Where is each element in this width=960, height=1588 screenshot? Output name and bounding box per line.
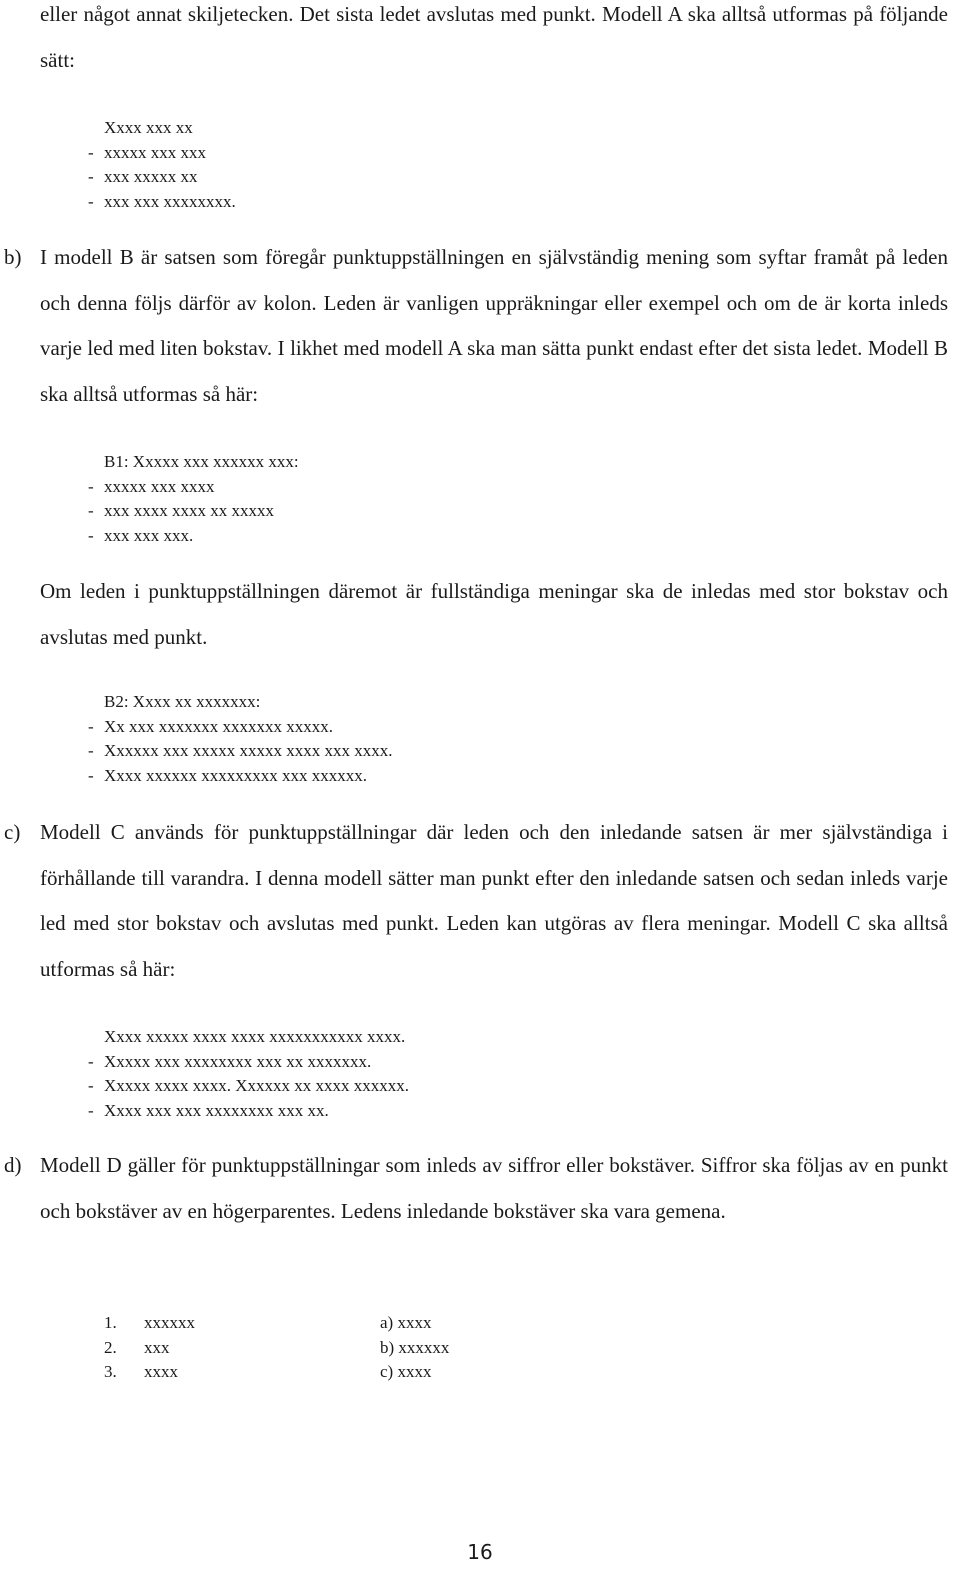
example-row: 3. xxxx c) xxxx xyxy=(104,1362,432,1381)
example-model-a xyxy=(88,116,236,214)
example-item: - xxx xxx xxxxxxxx. xyxy=(88,191,236,211)
example-model-b2 xyxy=(88,690,393,788)
example-model-b1 xyxy=(88,450,299,548)
example-item: - xxx xxx xxx. xyxy=(88,525,194,545)
example-item: - xxxxx xxx xxx xyxy=(88,142,206,162)
example-item: - Xxxxx xxx xxxxxxxx xxx xx xxxxxxx. xyxy=(88,1051,372,1071)
page-number: 16 xyxy=(467,1540,493,1564)
example-row: 2. xxx b) xxxxxx xyxy=(104,1337,450,1357)
paragraph-intro: eller något annat skiljetecken. Det sista ledet avslutas med punkt. Modell A ska alltså utformas på följande sätt: xyxy=(40,2,948,72)
list-marker-b: b) xyxy=(4,245,22,269)
example-model-c xyxy=(88,1025,410,1123)
example-item: - xxxxx xxx xxxx xyxy=(88,476,215,496)
list-marker-d: d) xyxy=(4,1153,22,1177)
example-item: - xxx xxxxx xx xyxy=(88,167,198,186)
list-marker-c: c) xyxy=(4,820,21,844)
example-item: - Xxxxx xxxx xxxx. Xxxxxx xx xxxx xxxxxx. xyxy=(88,1076,410,1095)
example-lead: B2: Xxxx xx xxxxxxx: xyxy=(104,692,261,711)
example-item: - Xxxx xxxxxx xxxxxxxxx xxx xxxxxx. xyxy=(88,765,368,785)
example-model-d xyxy=(104,1311,449,1385)
example-lead: Xxxx xxxxx xxxx xxxx xxxxxxxxxxx xxxx. xyxy=(104,1027,406,1046)
paragraph-full-sentences: Om leden i punktuppställningen däremot är fullständiga meningar ska de inledas med stor bokstav och avslutas med punkt. xyxy=(40,579,948,649)
list-item-d-text: Modell D gäller för punktuppställningar som inleds av siffror eller bokstäver. Siffror ska följas av en punkt och bokstäver av en högerparentes. Ledens inledande bokstäver ska vara gemena. xyxy=(40,1153,948,1223)
example-lead: Xxxx xxx xx xyxy=(104,118,193,137)
example-item: - Xx xxx xxxxxxx xxxxxxx xxxxx. xyxy=(88,716,334,736)
list-item-c-text: Modell C används för punktuppställningar där leden och den inledande satsen är mer självständiga i förhållande till varandra. I denna modell sätter man punkt efter den inledande satsen och sedan inleds varje led med stor bokstav och avslutas med punkt. Leden kan utgöras av flera meningar. Modell C ska alltså utformas så här: xyxy=(40,820,948,981)
example-row: 1. xxxxxx a) xxxx xyxy=(104,1313,432,1332)
example-item: - Xxxx xxx xxx xxxxxxxx xxx xx. xyxy=(88,1100,329,1120)
example-item: - Xxxxxx xxx xxxxx xxxxx xxxx xxx xxxx. xyxy=(88,741,393,760)
list-item-b-text: I modell B är satsen som föregår punktuppställningen en självständig mening som syftar framåt på leden och denna följs därför av kolon. Leden är vanligen uppräkningar eller exempel och om de är korta inleds varje led med liten bokstav. I likhet med modell A ska man sätta punkt endast efter det sista ledet. Modell B ska alltså utformas så här: xyxy=(40,245,948,406)
example-lead: B1: Xxxxx xxx xxxxxx xxx: xyxy=(104,452,299,471)
example-item: - xxx xxxx xxxx xx xxxxx xyxy=(88,501,274,520)
